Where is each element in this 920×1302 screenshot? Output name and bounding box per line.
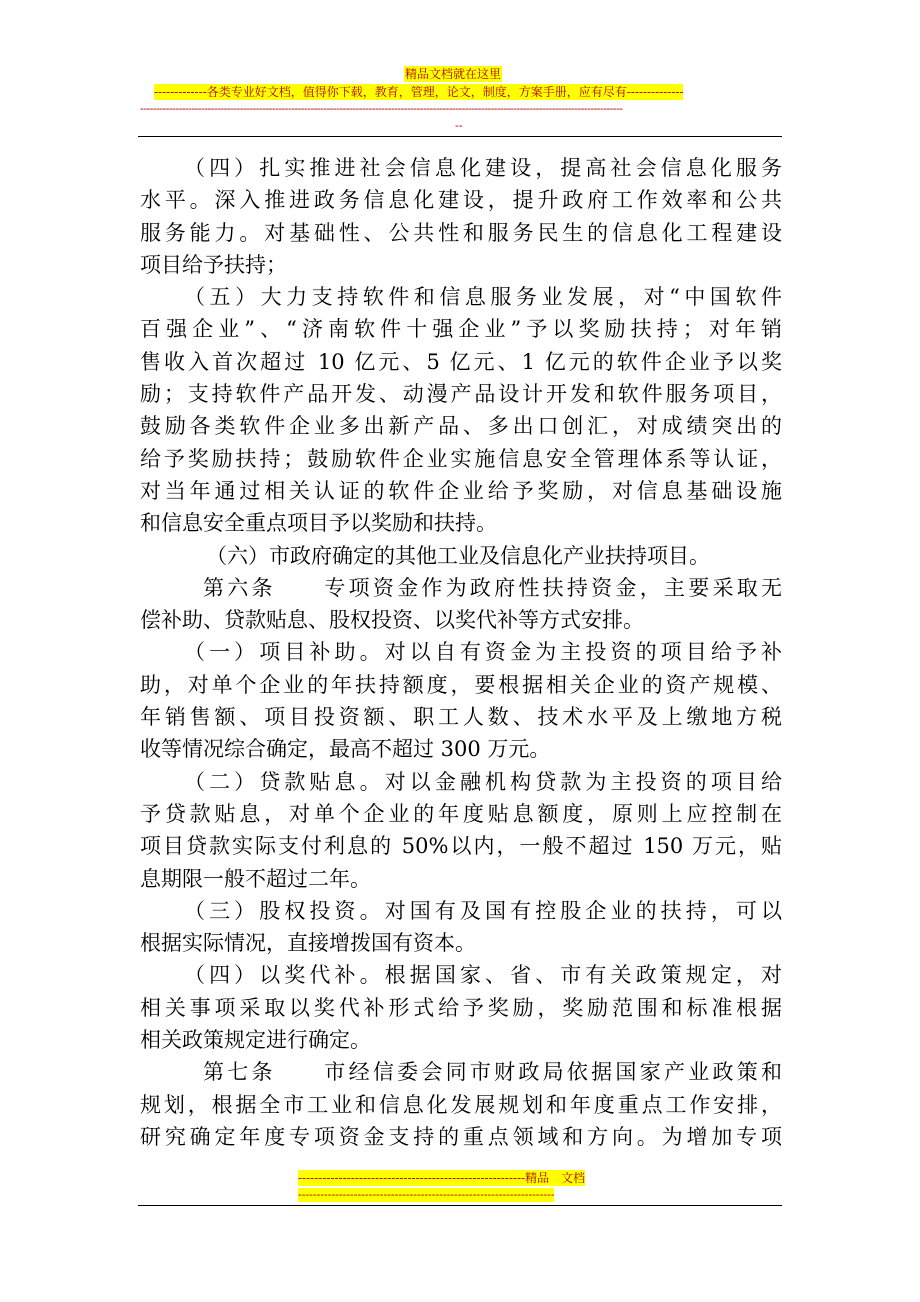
text-line: 第六条 专项资金作为政府性扶持资金，主要采取无	[203, 575, 782, 600]
document-body	[140, 152, 782, 1153]
text-line: 项目给予扶持；	[140, 252, 287, 277]
text-line: 水平。深入推进政务信息化建设，提升政府工作效率和公共	[140, 188, 782, 213]
text-line: 偿补助、贷款贴息、股权投资、以奖代补等方式安排。	[140, 608, 644, 633]
text-line: （二）贷款贴息。对以金融机构贷款为主投资的项目给	[184, 769, 782, 794]
text-line: （三）股权投资。对国有及国有控股企业的扶持，可以	[184, 898, 782, 923]
footer-banner-title: --------------------------------------------------------精品 文档	[298, 1171, 586, 1185]
text-line: 收等情况综合确定，最高不超过 300 万元。	[140, 737, 551, 762]
footer-dash-line: ---------------------------------------------------------------------	[298, 1188, 555, 1201]
text-line: （四）以奖代补。根据国家、省、市有关政策规定，对	[184, 963, 782, 988]
text-line: 和信息安全重点项目予以奖励和扶持。	[140, 511, 497, 536]
text-line: 规划，根据全市工业和信息化发展规划和年度重点工作安排，	[140, 1092, 782, 1117]
text-line: 助，对单个企业的年扶持额度，要根据相关企业的资产规模、	[140, 672, 782, 697]
text-line: 根据实际情况，直接增拨国有资本。	[140, 931, 476, 956]
text-line: （一）项目补助。对以自有资金为主投资的项目给予补	[184, 640, 782, 665]
text-line: 服务能力。对基础性、公共性和服务民生的信息化工程建设	[140, 220, 782, 245]
text-line: 研究确定年度专项资金支持的重点领域和方向。为增加专项	[140, 1124, 782, 1149]
text-line: 对当年通过相关认证的软件企业给予奖励，对信息基础设施	[140, 478, 782, 503]
text-line: 相关事项采取以奖代补形式给予奖励，奖励范围和标准根据	[140, 995, 782, 1020]
text-line: 年销售额、项目投资额、职工人数、技术水平及上缴地方税	[140, 705, 782, 730]
text-line: 给予奖励扶持；鼓励软件企业实施信息安全管理体系等认证，	[140, 446, 782, 471]
text-line: 鼓励各类软件企业多出新产品、多出口创汇，对成绩突出的	[140, 414, 782, 439]
text-line: （五）大力支持软件和信息服务业发展，对“中国软件	[184, 285, 782, 310]
header-banner-subtitle: -------------各类专业好文档，值得你下载，教育，管理，论文，制度，方案手册，应有尽有--------------	[154, 85, 684, 99]
text-line: 售收入首次超过 10 亿元、5 亿元、1 亿元的软件企业予以奖	[140, 349, 782, 374]
text-line: 第七条 市经信委会同市财政局依据国家产业政策和	[203, 1060, 782, 1085]
footer-rule	[138, 1205, 782, 1206]
text-line: 相关政策规定进行确定。	[140, 1028, 371, 1053]
text-line: 予贷款贴息，对单个企业的年度贴息额度，原则上应控制在	[140, 801, 782, 826]
text-line: 项目贷款实际支付利息的 50%以内，一般不超过 150 万元，贴	[140, 834, 782, 859]
text-line: 励；支持软件产品开发、动漫产品设计开发和软件服务项目，	[140, 382, 782, 407]
text-line: （六）市政府确定的其他工业及信息化产业扶持项目。	[206, 543, 710, 568]
header-dash-line: ------------------------------------------------------------------------------------------------------------------------------------------------------	[140, 102, 623, 115]
text-line: 百强企业”、“济南软件十强企业”予以奖励扶持；对年销	[140, 317, 782, 342]
header-banner-title: 精品文档就在这里	[405, 67, 502, 81]
text-line: 息期限一般不超过二年。	[140, 866, 371, 891]
text-line: （四）扎实推进社会信息化建设，提高社会信息化服务	[184, 156, 782, 180]
header-dash-line-end: --	[455, 119, 463, 132]
header-rule	[138, 136, 782, 137]
